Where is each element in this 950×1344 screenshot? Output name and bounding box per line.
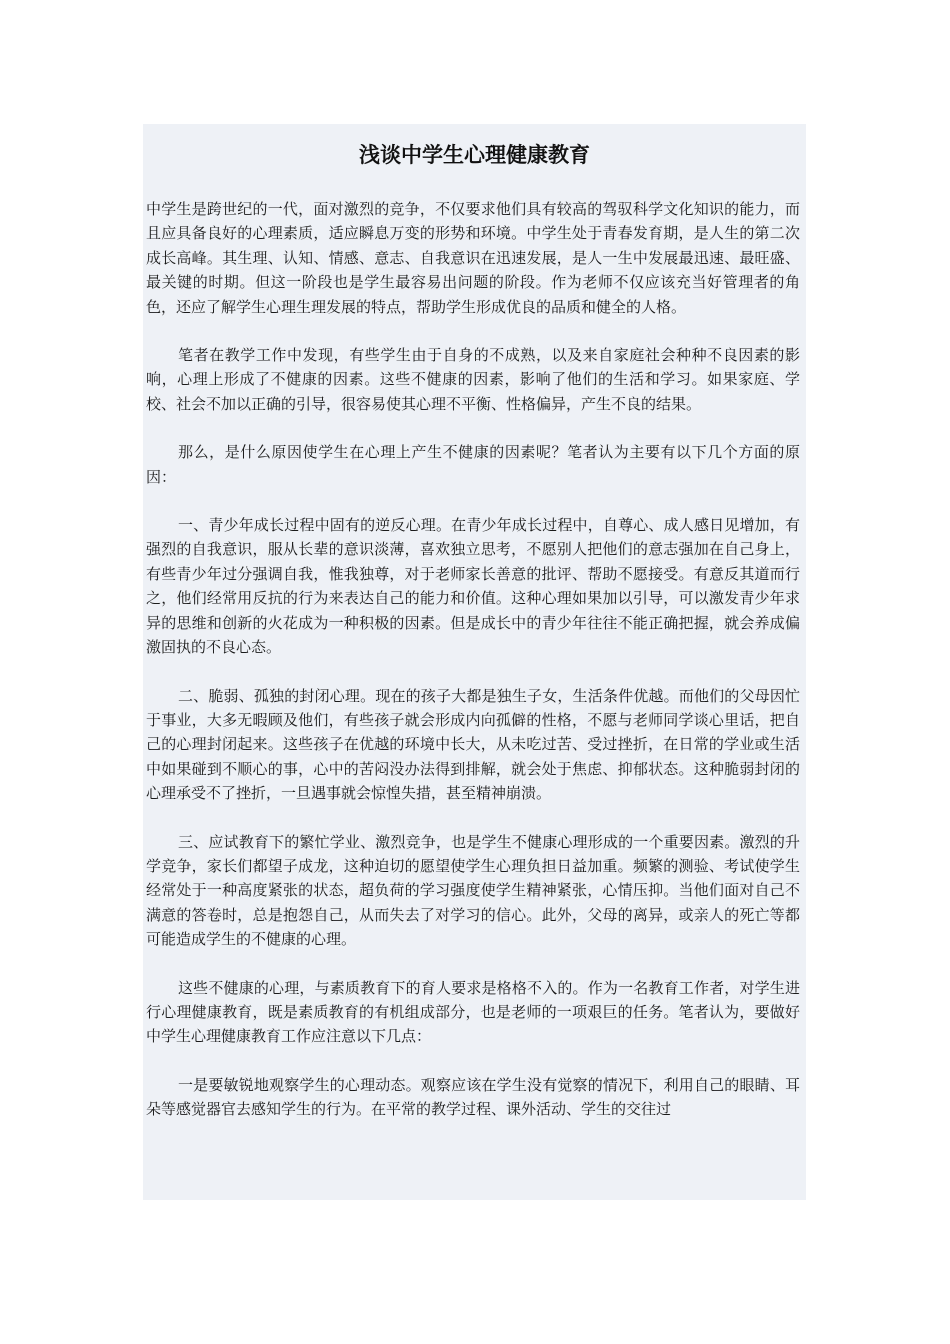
article-body [146, 197, 800, 1122]
article-container [143, 124, 806, 1200]
paragraph-point-1: 一是要敏锐地观察学生的心理动态。观察应该在学生没有觉察的情况下，利用自己的眼睛、耳朵等感觉器官去感知学生的行为。在平常的教学过程、课外活动、学生的交往过 [146, 1075, 800, 1119]
paragraph-cause-2: 二、脆弱、孤独的封闭心理。现在的孩子大都是独生子女，生活条件优越。而他们的父母因忙于事业，大多无暇顾及他们，有些孩子就会形成内向孤僻的性格，不愿与老师同学谈心里话，把自己的心理封闭起来。这些孩子在优越的环境中长大，从未吃过苦、受过挫折，在日常的学业或生活中如果碰到不顺心的事，心中的苦闷没办法得到排解，就会处于焦虑、抑郁状态。这种脆弱封闭的心理承受不了挫折，一旦遇事就会惊惶失措，甚至精神崩溃。 [146, 686, 800, 803]
article-title: 浅谈中学生心理健康教育 [359, 143, 590, 167]
paragraph-observation: 笔者在教学工作中发现，有些学生由于自身的不成熟，以及来自家庭社会种种不良因素的影响，心理上形成了不健康的因素。这些不健康的因素，影响了他们的生活和学习。如果家庭、学校、社会不加以正确的引导，很容易使其心理不平衡、性格偏异，产生不良的结果。 [146, 346, 800, 413]
paragraph-cause-3: 三、应试教育下的繁忙学业、激烈竞争，也是学生不健康心理形成的一个重要因素。激烈的升学竞争，家长们都望子成龙，这种迫切的愿望使学生心理负担日益加重。频繁的测验、考试使学生经常处于一种高度紧张的状态，超负荷的学习强度使学生精神紧张，心情压抑。当他们面对自己不满意的答卷时，总是抱怨自己，从而失去了对学习的信心。此外，父母的离异，或亲人的死亡等都可能造成学生的不健康的心理。 [146, 832, 800, 949]
paragraph-question: 那么，是什么原因使学生在心理上产生不健康的因素呢？笔者认为主要有以下几个方面的原因： [146, 443, 800, 486]
paragraph-transition: 这些不健康的心理，与素质教育下的育人要求是格格不入的。作为一名教育工作者，对学生进行心理健康教育，既是素质教育的有机组成部分，也是老师的一项艰巨的任务。笔者认为，要做好中学生心理健康教育工作应注意以下几点： [146, 978, 800, 1046]
paragraph-cause-1: 一、青少年成长过程中固有的逆反心理。在青少年成长过程中，自尊心、成人感日见增加，有强烈的自我意识，服从长辈的意识淡薄，喜欢独立思考，不愿别人把他们的意志强加在自己身上，有些青少年过分强调自我，惟我独尊，对于老师家长善意的批评、帮助不愿接受。有意反其道而行之，他们经常用反抗的行为来表达自己的能力和价值。这种心理如果加以引导，可以激发青少年求异的思维和创新的火花成为一种积极的因素。但是成长中的青少年往往不能正确把握，就会养成偏激固执的不良心态。 [146, 516, 800, 657]
paragraph-intro: 中学生是跨世纪的一代，面对激烈的竞争，不仅要求他们具有较高的驾驭科学文化知识的能力，而且应具备良好的心理素质，适应瞬息万变的形势和环境。中学生处于青春发育期，是人生的第二次成长高峰。其生理、认知、情感、意志、自我意识在迅速发展，是人一生中发展最迅速、最旺盛、最关键的时期。但这一阶段也是学生最容易出问题的阶段。作为老师不仅应该充当好管理者的角色，还应了解学生心理生理发展的特点，帮助学生形成优良的品质和健全的人格。 [146, 200, 800, 316]
